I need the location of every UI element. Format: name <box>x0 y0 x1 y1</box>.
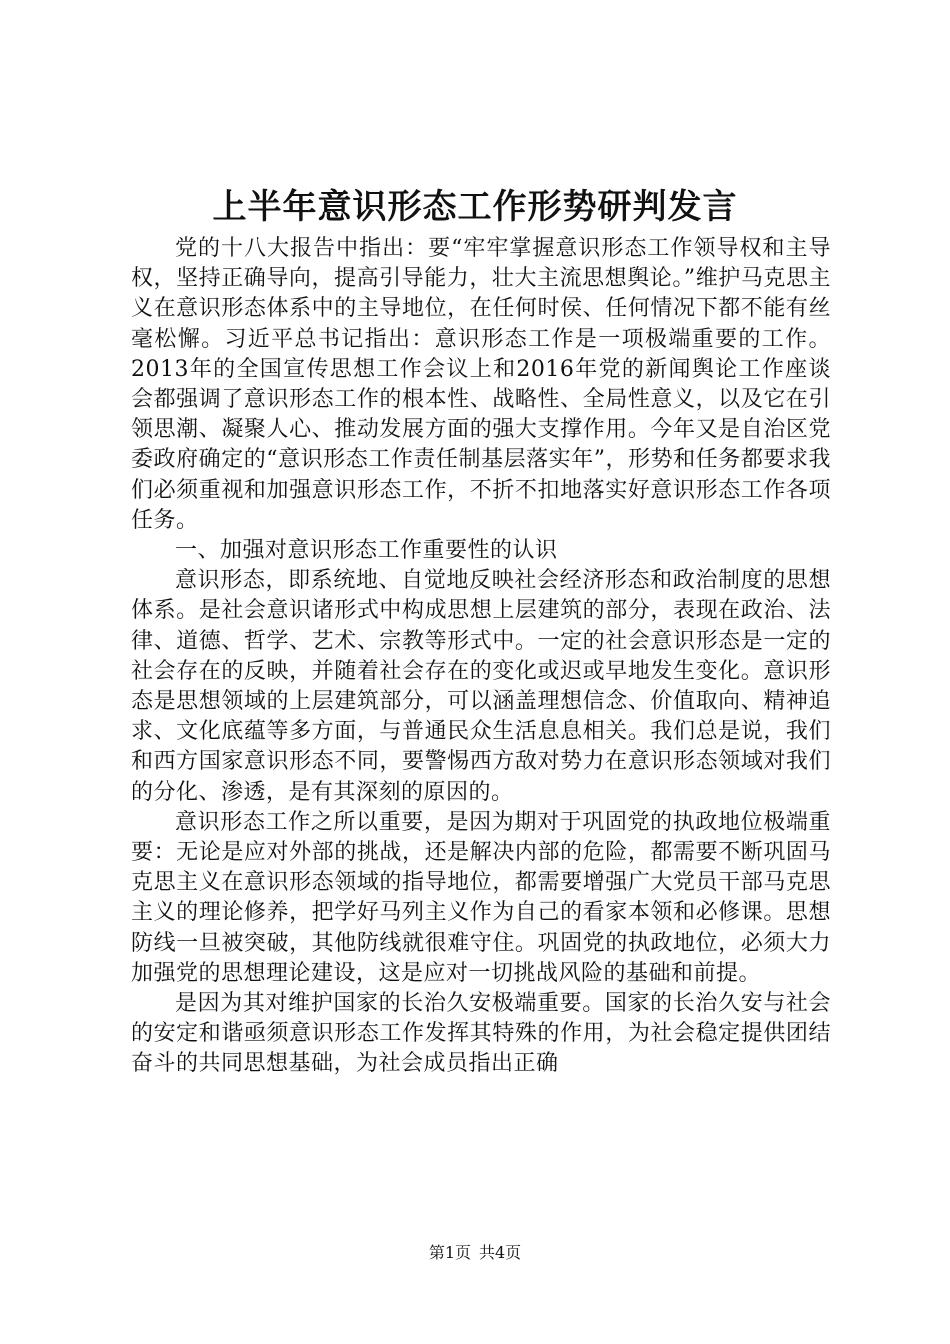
page-total: 共4页 <box>479 1243 522 1262</box>
page-footer <box>0 1242 950 1264</box>
document-body <box>131 234 831 1080</box>
document-title: 上半年意识形态工作形势研判发言 <box>212 187 738 227</box>
page-number: 第1页 <box>428 1243 471 1262</box>
section-heading-1: 一、加强对意识形态工作重要性的认识 <box>175 538 558 564</box>
paragraph-ruling-position: 意识形态工作之所以重要，是因为期对于巩固党的执政地位极端重要：无论是应对外部的挑战，还是解决内部的危险，都需要不断巩固马克思主义在意识形态领域的指导地位，都需要增强广大党员干部马克思主义的理论修养，把学好马列主义作为自己的看家本领和必修课。思想防线一旦被突破，其他防线就很难守住。巩固党的执政地位，必须大力加强党的思想理论建设，这是应对一切挑战风险的基础和前提。 <box>131 809 831 986</box>
paragraph-ideology-definition: 意识形态，即系统地、自觉地反映社会经济形态和政治制度的思想体系。是社会意识诸形式中构成思想上层建筑的部分，表现在政治、法律、道德、哲学、艺术、宗教等形式中。一定的社会意识形态是一定的社会存在的反映，并随着社会存在的变化或迟或早地发生变化。意识形态是思想领域的上层建筑部分，可以涵盖理想信念、价值取向、精神追求、文化底蕴等多方面，与普通民众生活息息相关。我们总是说，我们和西方国家意识形态不同，要警惕西方敌对势力在意识形态领域对我们的分化、渗透，是有其深刻的原因的。 <box>131 568 831 805</box>
paragraph-national-stability: 是因为其对维护国家的长治久安极端重要。国家的长治久安与社会的安定和谐亟须意识形态工作发挥其特殊的作用，为社会稳定提供团结奋斗的共同思想基础，为社会成员指出正确 <box>131 991 831 1077</box>
paragraph-intro: 党的十八大报告中指出：要“牢牢掌握意识形态工作领导权和主导权，坚持正确导向，提高引导能力，壮大主流思想舆论。”维护马克思主义在意识形态体系中的主导地位，在任何时侯、任何情况下都不能有丝毫松懈。习近平总书记指出：意识形态工作是一项极端重要的工作。2013年的全国宣传思想工作会议上和2016年党的新闻舆论工作座谈会都强调了意识形态工作的根本性、战略性、全局性意义，以及它在引领思潮、凝聚人心、推动发展方面的强大支撑作用。今年又是自治区党委政府确定的“意识形态工作责任制基层落实年”，形势和任务都要求我们必须重视和加强意识形态工作，不折不扣地落实好意识形态工作各项任务。 <box>131 236 831 533</box>
